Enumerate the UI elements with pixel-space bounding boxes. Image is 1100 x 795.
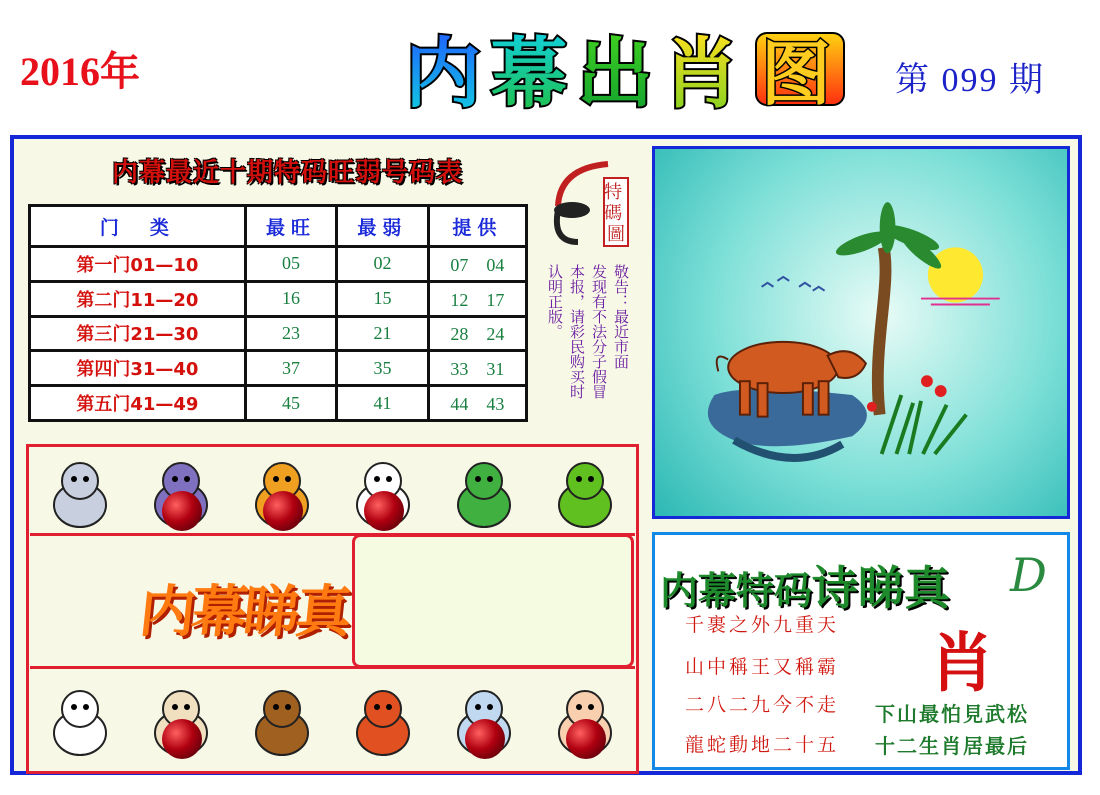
header-cold: 最弱	[337, 206, 428, 247]
door-cell: 第一门01—10	[30, 247, 246, 282]
marked-ball-icon	[162, 719, 202, 759]
svg-text:内: 内	[405, 29, 481, 110]
ox-icon	[136, 451, 226, 535]
year-label: 2016年	[20, 49, 140, 94]
issue-number	[895, 52, 1045, 101]
zodiac-row-top	[29, 451, 636, 535]
dog-illustration	[652, 146, 1070, 519]
table-row	[30, 351, 527, 386]
poem-xiao: 肖	[930, 626, 994, 701]
middle-title: 内幕睇真	[136, 579, 352, 645]
offer-cell: 12 17	[428, 281, 526, 316]
issue-value: 099	[941, 62, 999, 99]
header-offer: 提供	[428, 206, 526, 247]
svg-text:图: 图	[761, 33, 831, 110]
rat-icon	[35, 451, 125, 535]
offer-cell: 07 04	[428, 247, 526, 282]
marked-ball-icon	[263, 491, 303, 531]
hot-cell: 16	[245, 281, 336, 316]
horse-icon	[35, 679, 125, 763]
marked-ball-icon	[364, 491, 404, 531]
svg-text:幕: 幕	[491, 29, 567, 110]
rabbit-icon	[338, 451, 428, 535]
hot-cell: 23	[245, 316, 336, 351]
hot-cold-table	[28, 204, 528, 422]
pig-icon	[540, 679, 630, 763]
issue-prefix: 第	[895, 62, 931, 99]
notice-column: 认明正版。	[546, 264, 564, 339]
issue-suffix: 期	[1009, 62, 1045, 99]
table-title: 内幕最近十期特码旺弱号码表	[112, 158, 464, 188]
door-cell: 第四门31—40	[30, 351, 246, 386]
poem-title	[660, 552, 950, 618]
table-header-row	[30, 206, 527, 247]
poem-line: 山中稱王又稱霸	[685, 656, 840, 678]
header-hot: 最旺	[245, 206, 336, 247]
notice-column: 本报，请彩民购买时	[568, 264, 586, 399]
poem-title-small: 内幕特码	[660, 569, 813, 613]
notice-text	[545, 264, 631, 424]
poem-line: 二八二九今不走	[685, 694, 840, 716]
middle-blank-area	[352, 534, 634, 668]
table-row	[30, 316, 527, 351]
birds-icon	[762, 277, 825, 291]
hot-cell: 05	[245, 247, 336, 282]
table-row	[30, 247, 527, 282]
notice-column: 敬告：最近市面	[612, 264, 630, 369]
poem-line: 千裹之外九重天	[685, 614, 840, 636]
offer-cell: 33 31	[428, 351, 526, 386]
tema-badge-icon	[548, 158, 630, 248]
svg-text:肖: 肖	[663, 29, 739, 110]
cold-cell: 35	[337, 351, 428, 386]
poem-title-suffix: D	[1010, 548, 1047, 602]
poem-line: 龍蛇動地二十五	[685, 734, 840, 756]
table-row	[30, 386, 527, 421]
dog-icon	[439, 679, 529, 763]
sun-icon	[928, 247, 983, 302]
header-category: 门 类	[30, 206, 246, 247]
poem-side-line-1: 下山最怕見武松	[875, 702, 1029, 726]
table-row	[30, 281, 527, 316]
poem-title-big: 诗睇真	[812, 561, 951, 615]
svg-text:出: 出	[577, 29, 653, 110]
dragon-icon	[439, 451, 529, 535]
cold-cell: 21	[337, 316, 428, 351]
door-cell: 第二门11—20	[30, 281, 246, 316]
zodiac-row-bottom	[29, 679, 636, 763]
door-cell: 第五门41—49	[30, 386, 246, 421]
marked-ball-icon	[162, 491, 202, 531]
badge-text: 特 碼 圖	[604, 182, 625, 245]
marked-ball-icon	[465, 719, 505, 759]
cold-cell: 02	[337, 247, 428, 282]
poem-side-line-2: 十二生肖居最后	[875, 734, 1029, 758]
offer-cell: 44 43	[428, 386, 526, 421]
cold-cell: 15	[337, 281, 428, 316]
rooster-icon	[338, 679, 428, 763]
snake-icon	[540, 451, 630, 535]
notice-column: 发现有不法分子假冒	[590, 264, 608, 399]
rock	[708, 389, 867, 446]
tiger-icon	[237, 451, 327, 535]
logo-banner	[405, 28, 850, 110]
door-cell: 第三门21—30	[30, 316, 246, 351]
hot-cell: 45	[245, 386, 336, 421]
monkey-icon	[237, 679, 327, 763]
offer-cell: 28 24	[428, 316, 526, 351]
goat-icon	[136, 679, 226, 763]
cold-cell: 41	[337, 386, 428, 421]
tree-trunk	[878, 247, 886, 414]
hot-cell: 37	[245, 351, 336, 386]
